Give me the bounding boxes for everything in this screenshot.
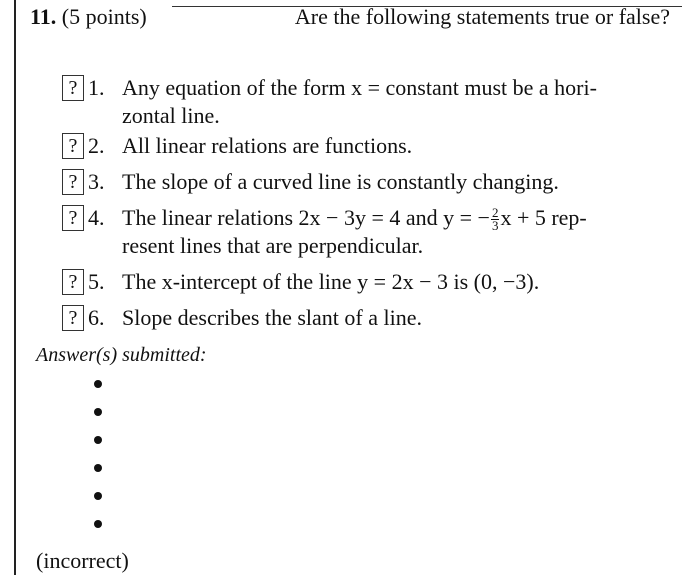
statement-list xyxy=(62,74,672,332)
statement-number-5: 5. xyxy=(88,269,105,295)
statement-number-1: 1. xyxy=(88,75,105,100)
question-prompt: Are the following statements true or false? xyxy=(294,4,670,29)
submitted-answers-list xyxy=(94,380,106,548)
fraction-denominator: 3 xyxy=(491,218,499,234)
statement-number-6: 6. xyxy=(88,305,105,331)
left-margin-rule xyxy=(14,0,16,575)
statement-3 xyxy=(62,168,672,196)
statement-text-4 xyxy=(122,204,672,260)
statement-text-5: The x-intercept of the line y = 2x − 3 is (0, −3). xyxy=(122,269,540,295)
statement-4 xyxy=(62,204,672,260)
statement-4-line-1b: x + 5 rep- xyxy=(500,205,587,230)
statement-4-line-2: resent lines that are perpendicular. xyxy=(122,233,424,259)
statement-2 xyxy=(62,132,672,160)
fraction-two-thirds xyxy=(491,207,500,232)
statement-text-6: Slope describes the slant of a line. xyxy=(122,305,422,331)
question-number-label: 11. xyxy=(30,4,57,29)
statement-text-1 xyxy=(122,74,672,130)
fraction-numerator: 2 xyxy=(491,205,499,221)
statement-number-2: 2. xyxy=(88,133,105,158)
answer-box-6[interactable]: ? xyxy=(62,305,84,331)
result-status: (incorrect) xyxy=(36,548,129,573)
question-number xyxy=(30,4,147,30)
statement-number-3: 3. xyxy=(88,169,105,194)
statement-number-4: 4. xyxy=(88,205,105,230)
answer-box-3[interactable]: ? xyxy=(62,169,84,195)
submitted-answer-bullet xyxy=(94,464,102,472)
submitted-answer-bullet xyxy=(94,520,102,528)
submitted-answer-bullet xyxy=(94,408,102,416)
answers-submitted-label: Answer(s) submitted: xyxy=(36,344,207,366)
statement-text-2: All linear relations are functions. xyxy=(122,133,413,158)
statement-1-line-1: Any equation of the form x = constant must be a hori- xyxy=(122,75,597,100)
question-header xyxy=(30,4,670,32)
statement-text-3: The slope of a curved line is constantly changing. xyxy=(122,169,559,194)
statement-1 xyxy=(62,74,672,130)
submitted-answer-bullet xyxy=(94,380,102,388)
submitted-answer-bullet xyxy=(94,492,102,500)
statement-5 xyxy=(62,268,672,296)
question-points: (5 points) xyxy=(61,4,147,29)
submitted-answer-bullet xyxy=(94,436,102,444)
statement-4-line-1a: The linear relations 2x − 3y = 4 and y = − xyxy=(122,205,490,230)
statement-6 xyxy=(62,304,672,332)
answer-box-4[interactable]: ? xyxy=(62,205,84,231)
answer-box-5[interactable]: ? xyxy=(62,269,84,295)
answer-box-2[interactable]: ? xyxy=(62,133,84,159)
answer-box-1[interactable]: ? xyxy=(62,75,84,101)
statement-1-line-2: zontal line. xyxy=(122,103,220,128)
